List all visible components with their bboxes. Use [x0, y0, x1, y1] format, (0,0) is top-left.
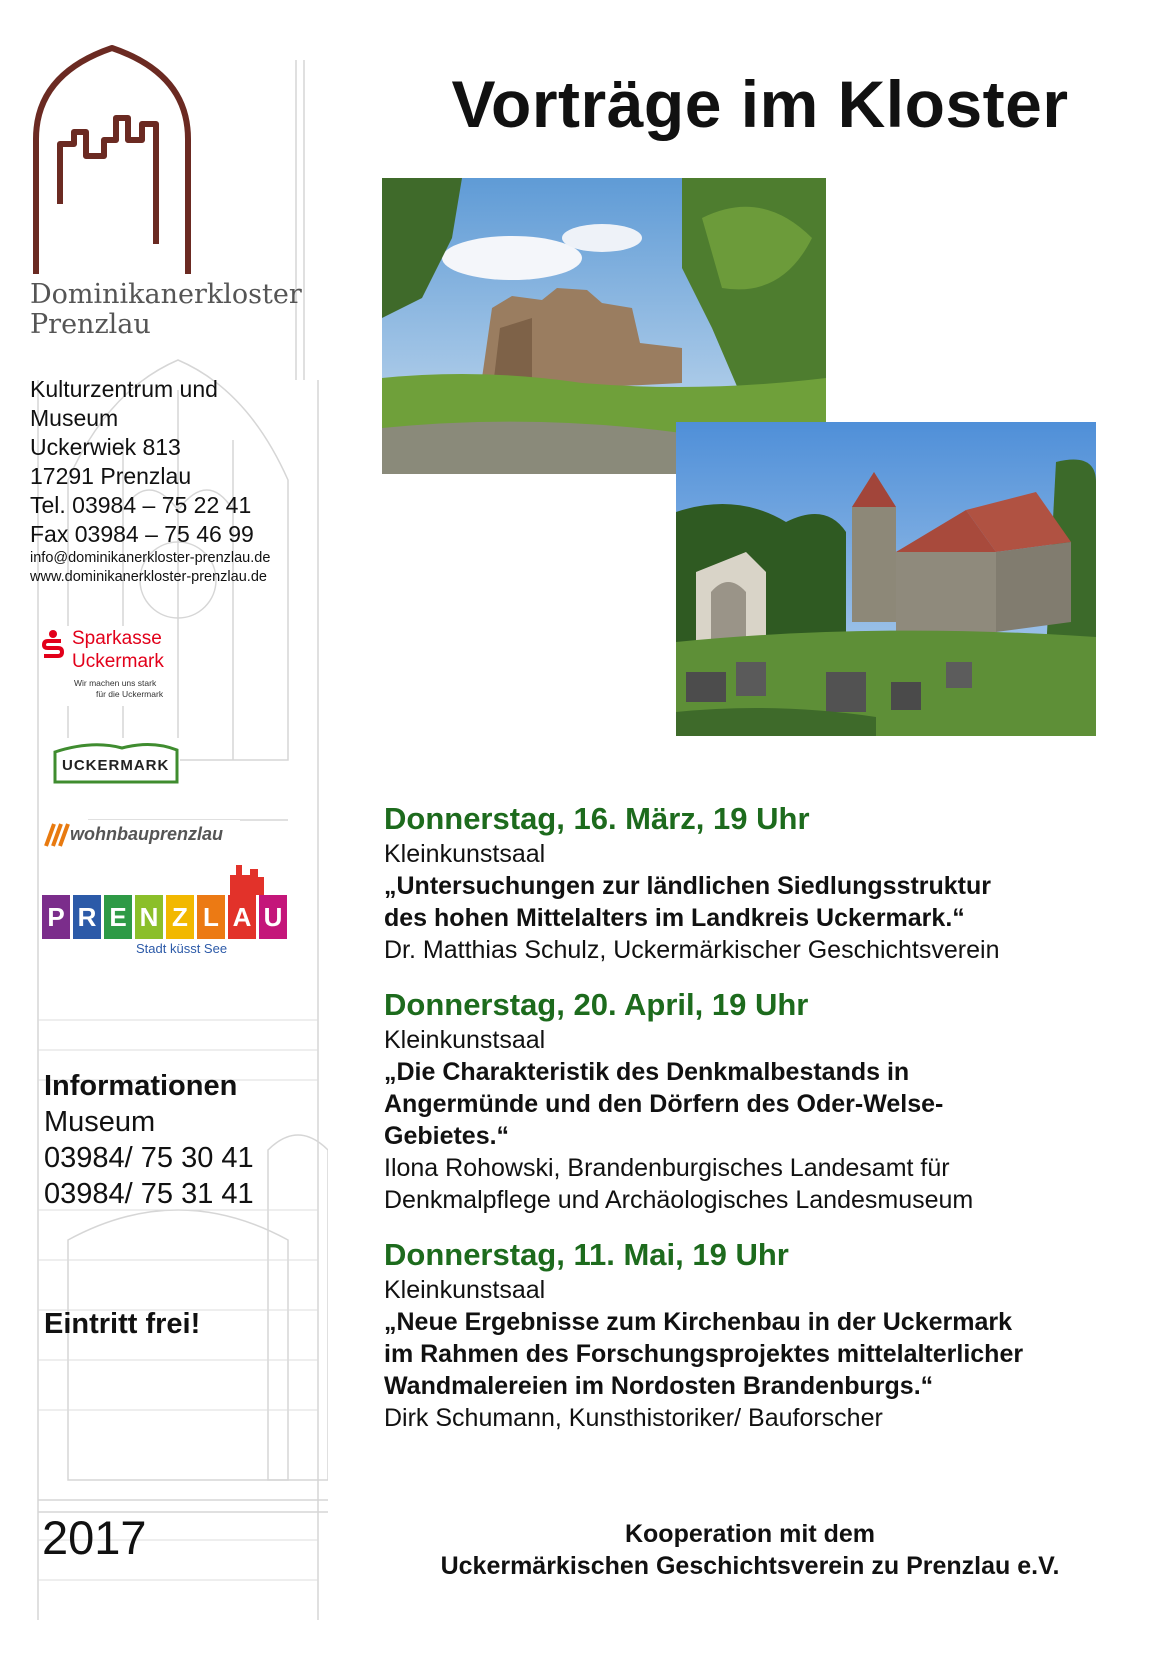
- event-topic-line2: im Rahmen des Forschungsprojektes mittelalterlicher: [384, 1340, 1024, 1368]
- uckermark-label: UCKERMARK: [62, 757, 170, 774]
- event-hall: Kleinkunstsaal: [384, 1026, 546, 1054]
- church-photo-image: [676, 422, 1096, 736]
- event-item: [384, 1236, 1144, 1434]
- event-date: Donnerstag, 11. Mai, 19 Uhr: [384, 1237, 789, 1272]
- event-topic-line1: „Untersuchungen zur ländlichen Siedlungsstruktur: [384, 872, 992, 900]
- prenzlau-slogan: Stadt küsst See: [136, 941, 228, 956]
- sparkasse-logo: [40, 626, 174, 706]
- contact-email[interactable]: info@dominikanerkloster-prenzlau.de: [30, 550, 271, 566]
- gothic-arch-logo-icon: [30, 44, 194, 276]
- info-phone-2: 03984/ 75 31 41: [44, 1178, 254, 1210]
- contact-street: Uckerwiek 813: [30, 434, 181, 460]
- event-speaker-line1: Dirk Schumann, Kunsthistoriker/ Bauforscher: [384, 1404, 883, 1432]
- info-label: Museum: [44, 1106, 156, 1138]
- prenzlau-letter-z: Z: [166, 895, 194, 939]
- event-topic-line2: des hohen Mittelalters im Landkreis Uckermark.“: [384, 904, 965, 932]
- event-hall: Kleinkunstsaal: [384, 840, 546, 868]
- contact-line1: Kulturzentrum und: [30, 376, 218, 402]
- contact-line2: Museum: [30, 405, 119, 431]
- event-topic-line3: Wandmalereien im Nordosten Brandenburgs.“: [384, 1372, 934, 1400]
- prenzlau-letter-u: U: [259, 895, 287, 939]
- event-date: Donnerstag, 20. April, 19 Uhr: [384, 987, 809, 1022]
- prenzlau-letter-p: P: [42, 895, 70, 939]
- prenzlau-letter-l: L: [197, 895, 225, 939]
- year: 2017: [42, 1511, 147, 1564]
- sparkasse-name-line2: Uckermark: [72, 651, 164, 672]
- page-title: Vorträge im Kloster: [451, 67, 1069, 141]
- prenzlau-letter-n: N: [135, 895, 163, 939]
- event-topic-line3: Gebietes.“: [384, 1122, 510, 1150]
- kloster-name-line1: Dominikanerkloster: [30, 279, 302, 310]
- info-phone-1: 03984/ 75 30 41: [44, 1142, 254, 1174]
- event-topic-line1: „Neue Ergebnisse zum Kirchenbau in der Uckermark: [384, 1308, 1012, 1336]
- contact-tel: Tel. 03984 – 75 22 41: [30, 492, 252, 518]
- cooperation-note: [380, 1518, 1120, 1582]
- event-item: [384, 800, 1144, 966]
- prenzlau-letter-e: E: [104, 895, 132, 939]
- contact-fax: Fax 03984 – 75 46 99: [30, 521, 254, 547]
- wohnbau-label: wohnbauprenzlau: [70, 824, 223, 844]
- prenzlau-logo: [40, 865, 290, 957]
- church-photo: [676, 422, 1096, 736]
- event-topic-line2: Angermünde und den Dörfern des Oder-Welse-: [384, 1090, 944, 1118]
- prenzlau-letter-a: A: [228, 895, 256, 939]
- wohnbau-logo: [40, 820, 240, 854]
- event-item: [384, 986, 1144, 1216]
- contact-city: 17291 Prenzlau: [30, 463, 192, 489]
- contact-block: [30, 375, 330, 587]
- prenzlau-letter-r: R: [73, 895, 101, 939]
- prenzlau-tower-icon: [228, 865, 268, 895]
- kloster-name-line2: Prenzlau: [30, 309, 151, 340]
- uckermark-logo: [52, 738, 180, 784]
- sparkasse-slogan-line2: für die Uckermark: [96, 689, 164, 699]
- contact-website[interactable]: www.dominikanerkloster-prenzlau.de: [30, 569, 267, 585]
- cooperation-line1: Kooperation mit dem: [624, 1520, 875, 1548]
- kloster-name: [30, 280, 330, 340]
- cooperation-line2: Uckermärkischen Geschichtsverein zu Prenzlau e.V.: [440, 1552, 1060, 1580]
- info-heading: Informationen: [44, 1070, 238, 1102]
- wohnbau-stripes-icon: [40, 822, 70, 848]
- sparkasse-name-line1: Sparkasse: [72, 628, 162, 649]
- event-speaker-line2: Denkmalpflege und Archäologisches Landesmuseum: [384, 1186, 974, 1214]
- sparkasse-s-icon: [42, 630, 64, 660]
- event-hall: Kleinkunstsaal: [384, 1276, 546, 1304]
- event-date: Donnerstag, 16. März, 19 Uhr: [384, 801, 810, 836]
- sparkasse-slogan-line1: Wir machen uns stark: [74, 678, 157, 688]
- event-speaker-line1: Dr. Matthias Schulz, Uckermärkischer Geschichtsverein: [384, 936, 1000, 964]
- admission-note: Eintritt frei!: [44, 1308, 201, 1340]
- info-block: [44, 1068, 254, 1212]
- event-topic-line1: „Die Charakteristik des Denkmalbestands in: [384, 1058, 910, 1086]
- prenzlau-letters: [42, 895, 290, 939]
- event-speaker-line1: Ilona Rohowski, Brandenburgisches Landesamt für: [384, 1154, 950, 1182]
- events-list: [384, 800, 1144, 1454]
